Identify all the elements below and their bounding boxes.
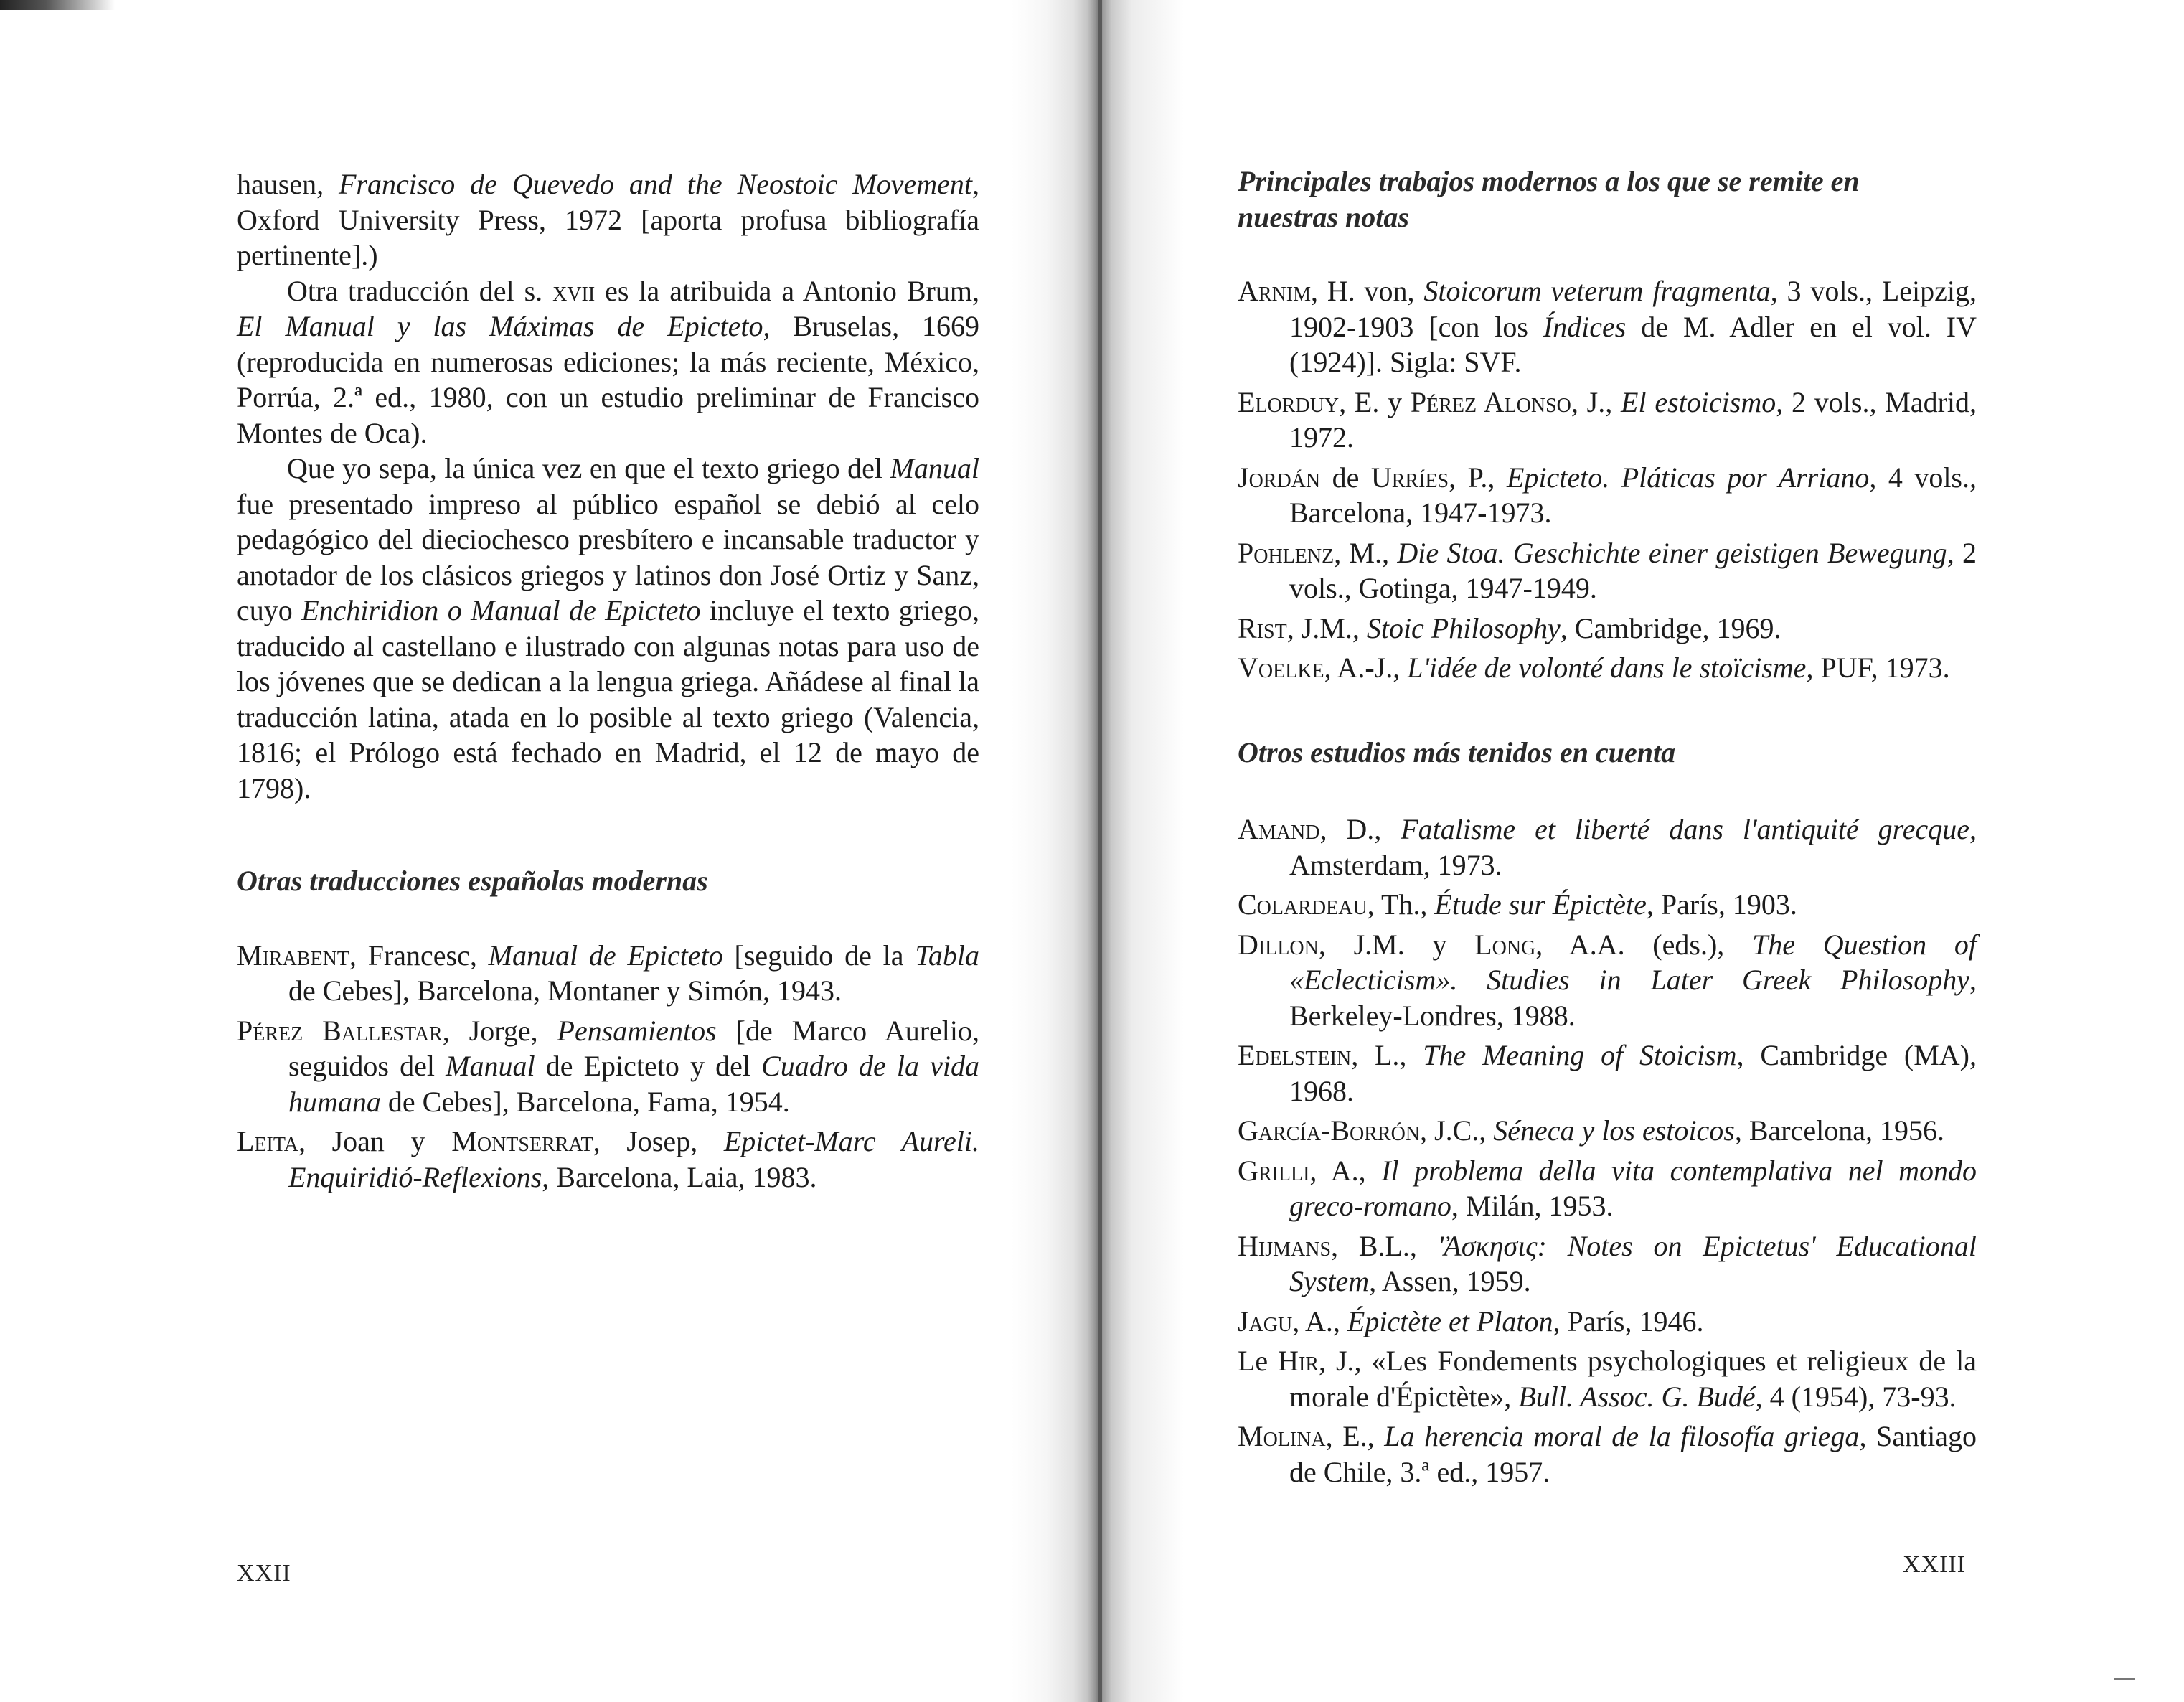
- reference-entry: [1238, 273, 1977, 380]
- text-run: , J.,: [1571, 385, 1621, 418]
- small-caps-text: Urríes: [1370, 461, 1449, 494]
- reference-entry: [1238, 927, 1977, 1034]
- left-page: [237, 0, 979, 1702]
- reference-entry: [1238, 1343, 1977, 1414]
- text-run: , A.-J.,: [1324, 652, 1408, 684]
- reference-list: [1238, 273, 1977, 686]
- reference-entry: [237, 938, 979, 1009]
- text-run: , J.M.,: [1286, 611, 1367, 644]
- italic-text: Manual: [446, 1050, 535, 1082]
- text-run: , Cambridge (MA), 1968.: [1289, 1039, 1977, 1107]
- text-run: , M.,: [1334, 536, 1398, 569]
- text-run: , Berkeley-Londres, 1988.: [1289, 964, 1977, 1032]
- text-run: de: [1320, 461, 1371, 494]
- text-run: , J.M. y: [1318, 928, 1475, 961]
- text-run: incluye el texto griego, traducido al castellano e ilustrado con algunas notas para uso de los jóvenes que se dedican a la lengua griega. Añádese al final la traducción latina, atada en lo posible al texto griego (Valencia, 1816; el Prólogo está fechado en Madrid, el 12 de mayo de 1798).: [237, 594, 979, 804]
- italic-text: Manual: [890, 452, 979, 484]
- italic-text: Stoicorum veterum fragmenta: [1423, 275, 1771, 307]
- italic-text: Manual de Epicteto: [488, 939, 723, 972]
- small-caps-text: Amand: [1238, 813, 1320, 845]
- small-caps-text: Pérez Ballestar: [237, 1014, 443, 1047]
- page-number: XXII: [237, 1560, 291, 1586]
- reference-entry: [1238, 611, 1977, 647]
- paragraph: [237, 166, 979, 273]
- text-run: , A.A. (eds.),: [1535, 928, 1752, 961]
- text-run: , Bruselas, 1669 (reproducida en numerosas ediciones; la más reciente, México, Porrúa, 2.ª ed., 1980, con un estudio preliminar de Francisco Montes de Oca).: [237, 310, 979, 449]
- text-run: , Milán, 1953.: [1451, 1190, 1614, 1222]
- italic-text: The Meaning of Stoicism: [1423, 1039, 1737, 1071]
- italic-text: Tabla: [915, 939, 980, 972]
- italic-text: La herencia moral de la filosofía griega: [1384, 1420, 1860, 1452]
- italic-text: Índices: [1543, 310, 1627, 343]
- text-run: [de Marco Aurelio, seguidos del: [288, 1014, 979, 1082]
- text-run: , 3 vols., Leipzig, 1902-1903 [con los: [1289, 275, 1977, 343]
- reference-entry: [1238, 1153, 1977, 1224]
- text-run: , J.C.,: [1420, 1114, 1494, 1147]
- text-run: , 4 (1954), 73-93.: [1755, 1380, 1957, 1413]
- text-run: de Cebes], Barcelona, Fama, 1954.: [380, 1085, 790, 1118]
- text-run: , P.,: [1449, 461, 1507, 494]
- text-run: , Barcelona, Laia, 1983.: [542, 1160, 817, 1193]
- italic-text: Bull. Assoc. G. Budé: [1518, 1380, 1756, 1413]
- reference-entry: [1238, 1304, 1977, 1340]
- small-caps-text: Colardeau: [1238, 888, 1368, 921]
- italic-text: Epicteto. Pláticas por Arriano: [1506, 461, 1870, 494]
- italic-text: Epictet-Marc Aureli. Enquiridió-Reflexions: [288, 1125, 979, 1193]
- text-run: Que yo sepa, la única vez en que el texto griego del: [287, 452, 890, 484]
- text-run: de Epicteto y del: [535, 1050, 762, 1082]
- small-caps-text: Pérez Alonso: [1410, 385, 1571, 418]
- text-run: , E. y: [1339, 385, 1411, 418]
- text-run: de M. Adler en el vol. IV (1924)]. Sigla: SVF.: [1289, 310, 1977, 378]
- reference-entry: [1238, 1419, 1977, 1490]
- text-run: es la atribuida a Antonio Brum,: [595, 274, 979, 307]
- text-run: , Amsterdam, 1973.: [1289, 813, 1977, 881]
- small-caps-text: Rist: [1238, 611, 1287, 644]
- small-caps-text: Montserrat: [451, 1125, 593, 1157]
- text-run: , París, 1903.: [1646, 888, 1797, 921]
- reference-entry: [1238, 460, 1977, 531]
- small-caps-text: Elorduy: [1238, 385, 1340, 418]
- reference-entry: [1238, 812, 1977, 883]
- italic-text: 'Ἀσκησις: Notes on Epictetus' Educational System: [1289, 1229, 1977, 1297]
- text-run: , 2 vols., Gotinga, 1947-1949.: [1289, 536, 1977, 604]
- reference-list: [237, 938, 979, 1195]
- section-heading: Otras traducciones españolas modernas: [237, 865, 708, 897]
- small-caps-text: Mirabent: [237, 939, 349, 972]
- text-run: [seguido de la: [722, 939, 916, 972]
- small-caps-text: García-Borrón: [1238, 1114, 1421, 1147]
- reference-entry: [1238, 1228, 1977, 1299]
- reference-entry: [1238, 385, 1977, 456]
- text-run: Le: [1238, 1345, 1279, 1377]
- reference-entry: [237, 1013, 979, 1120]
- text-run: fue presentado impreso al público español se debió al celo pedagógico del dieciochesco presbítero e incansable traductor y anotador de los clásicos griegos y latinos don José Ortiz y Sanz, cuyo: [237, 487, 979, 626]
- text-run: , Oxford University Press, 1972 [aporta profusa bibliografía pertinente].): [237, 168, 979, 271]
- reference-entry: [1238, 1113, 1977, 1149]
- small-caps-text: Molina: [1238, 1420, 1326, 1452]
- small-caps-text: xvii: [552, 274, 596, 307]
- italic-text: L'idée de volonté dans le stoïcisme: [1407, 652, 1807, 684]
- small-caps-text: Grilli: [1238, 1154, 1310, 1187]
- text-run: , Josep,: [593, 1125, 724, 1157]
- italic-text: El Manual y las Máximas de Epicteto: [237, 310, 763, 342]
- text-run: , B.L.,: [1331, 1229, 1438, 1262]
- italic-text: Pensamientos: [557, 1014, 717, 1047]
- section-heading: Principales trabajos modernos a los que se remite en nuestras notas: [1238, 165, 1860, 233]
- text-run: , A.,: [1309, 1154, 1382, 1187]
- text-run: , J., «Les Fondements psychologiques et religieux de la morale d'Épictète»,: [1289, 1345, 1977, 1413]
- reference-entry: [1238, 535, 1977, 606]
- italic-text: Francisco de Quevedo and the Neostoic Movement: [339, 168, 972, 200]
- text-run: , Assen, 1959.: [1369, 1265, 1531, 1297]
- text-run: , PUF, 1973.: [1806, 652, 1950, 684]
- small-caps-text: Hijmans: [1238, 1229, 1332, 1262]
- reference-entry: [237, 1124, 979, 1195]
- reference-entry: [1238, 1038, 1977, 1109]
- right-page: [1238, 0, 1977, 1702]
- text-run: , Santiago de Chile, 3.ª ed., 1957.: [1289, 1420, 1977, 1488]
- page-number: XXIII: [1903, 1551, 1967, 1578]
- italic-text: Épictète et Platon: [1347, 1304, 1553, 1337]
- text-run: , París, 1946.: [1553, 1304, 1704, 1337]
- text-run: , 4 vols., Barcelona, 1947-1973.: [1289, 461, 1977, 529]
- small-caps-text: Dillon: [1238, 928, 1319, 961]
- italic-text: Étude sur Épictète: [1434, 888, 1647, 921]
- italic-text: Enchiridion o Manual de Epicteto: [301, 594, 701, 626]
- reference-list: [1238, 812, 1977, 1490]
- small-caps-text: Edelstein: [1238, 1039, 1352, 1071]
- text-run: , L.,: [1351, 1039, 1423, 1071]
- italic-text: Die Stoa. Geschichte einer geistigen Bewegung: [1397, 536, 1947, 569]
- text-run: hausen,: [237, 168, 339, 200]
- text-run: , E.,: [1325, 1420, 1385, 1452]
- italic-text: Fatalisme et liberté dans l'antiquité grecque: [1401, 813, 1970, 845]
- small-caps-text: Hir: [1278, 1345, 1319, 1377]
- text-run: , D.,: [1319, 813, 1401, 845]
- text-run: de Cebes], Barcelona, Montaner y Simón, 1943.: [288, 974, 842, 1007]
- text-run: , H. von,: [1311, 275, 1424, 307]
- italic-text: Il problema della vita contemplativa nel mondo greco-romano: [1289, 1154, 1977, 1222]
- small-caps-text: Arnim: [1238, 275, 1312, 307]
- text-run: Otra traducción del s.: [287, 274, 553, 307]
- gutter-fold-line: [1098, 0, 1102, 1702]
- small-caps-text: Jagu: [1238, 1304, 1293, 1337]
- text-run: , A.,: [1292, 1304, 1347, 1337]
- small-caps-text: Jordán: [1238, 461, 1321, 494]
- small-caps-text: Voelke: [1238, 652, 1324, 684]
- small-caps-text: Pohlenz: [1238, 536, 1335, 569]
- scan-edge-mark: [2114, 1678, 2135, 1680]
- section-heading: Otros estudios más tenidos en cuenta: [1238, 735, 1676, 768]
- italic-text: El estoicismo: [1621, 385, 1776, 418]
- paragraph: [237, 273, 979, 451]
- text-run: , Barcelona, 1956.: [1734, 1114, 1944, 1147]
- small-caps-text: Long: [1474, 928, 1536, 961]
- text-run: , Th.,: [1367, 888, 1435, 921]
- italic-text: Séneca y los estoicos: [1493, 1114, 1735, 1147]
- text-run: , Jorge,: [442, 1014, 557, 1047]
- book-gutter: [1012, 0, 1184, 1702]
- text-run: , Francesc,: [349, 939, 489, 972]
- paragraph: [237, 451, 979, 806]
- reference-entry: [1238, 887, 1977, 923]
- text-run: , Cambridge, 1969.: [1560, 611, 1781, 644]
- text-run: , 2 vols., Madrid, 1972.: [1289, 385, 1977, 453]
- italic-text: The Question of «Eclecticism». Studies in Later Greek Philosophy: [1289, 928, 1977, 996]
- italic-text: Stoic Philosophy: [1366, 611, 1561, 644]
- italic-text: Cuadro de la vida humana: [288, 1050, 979, 1118]
- reference-entry: [1238, 650, 1977, 686]
- text-run: , Joan y: [298, 1125, 452, 1157]
- scan-corner-mark: [0, 0, 115, 10]
- small-caps-text: Leita: [237, 1125, 298, 1157]
